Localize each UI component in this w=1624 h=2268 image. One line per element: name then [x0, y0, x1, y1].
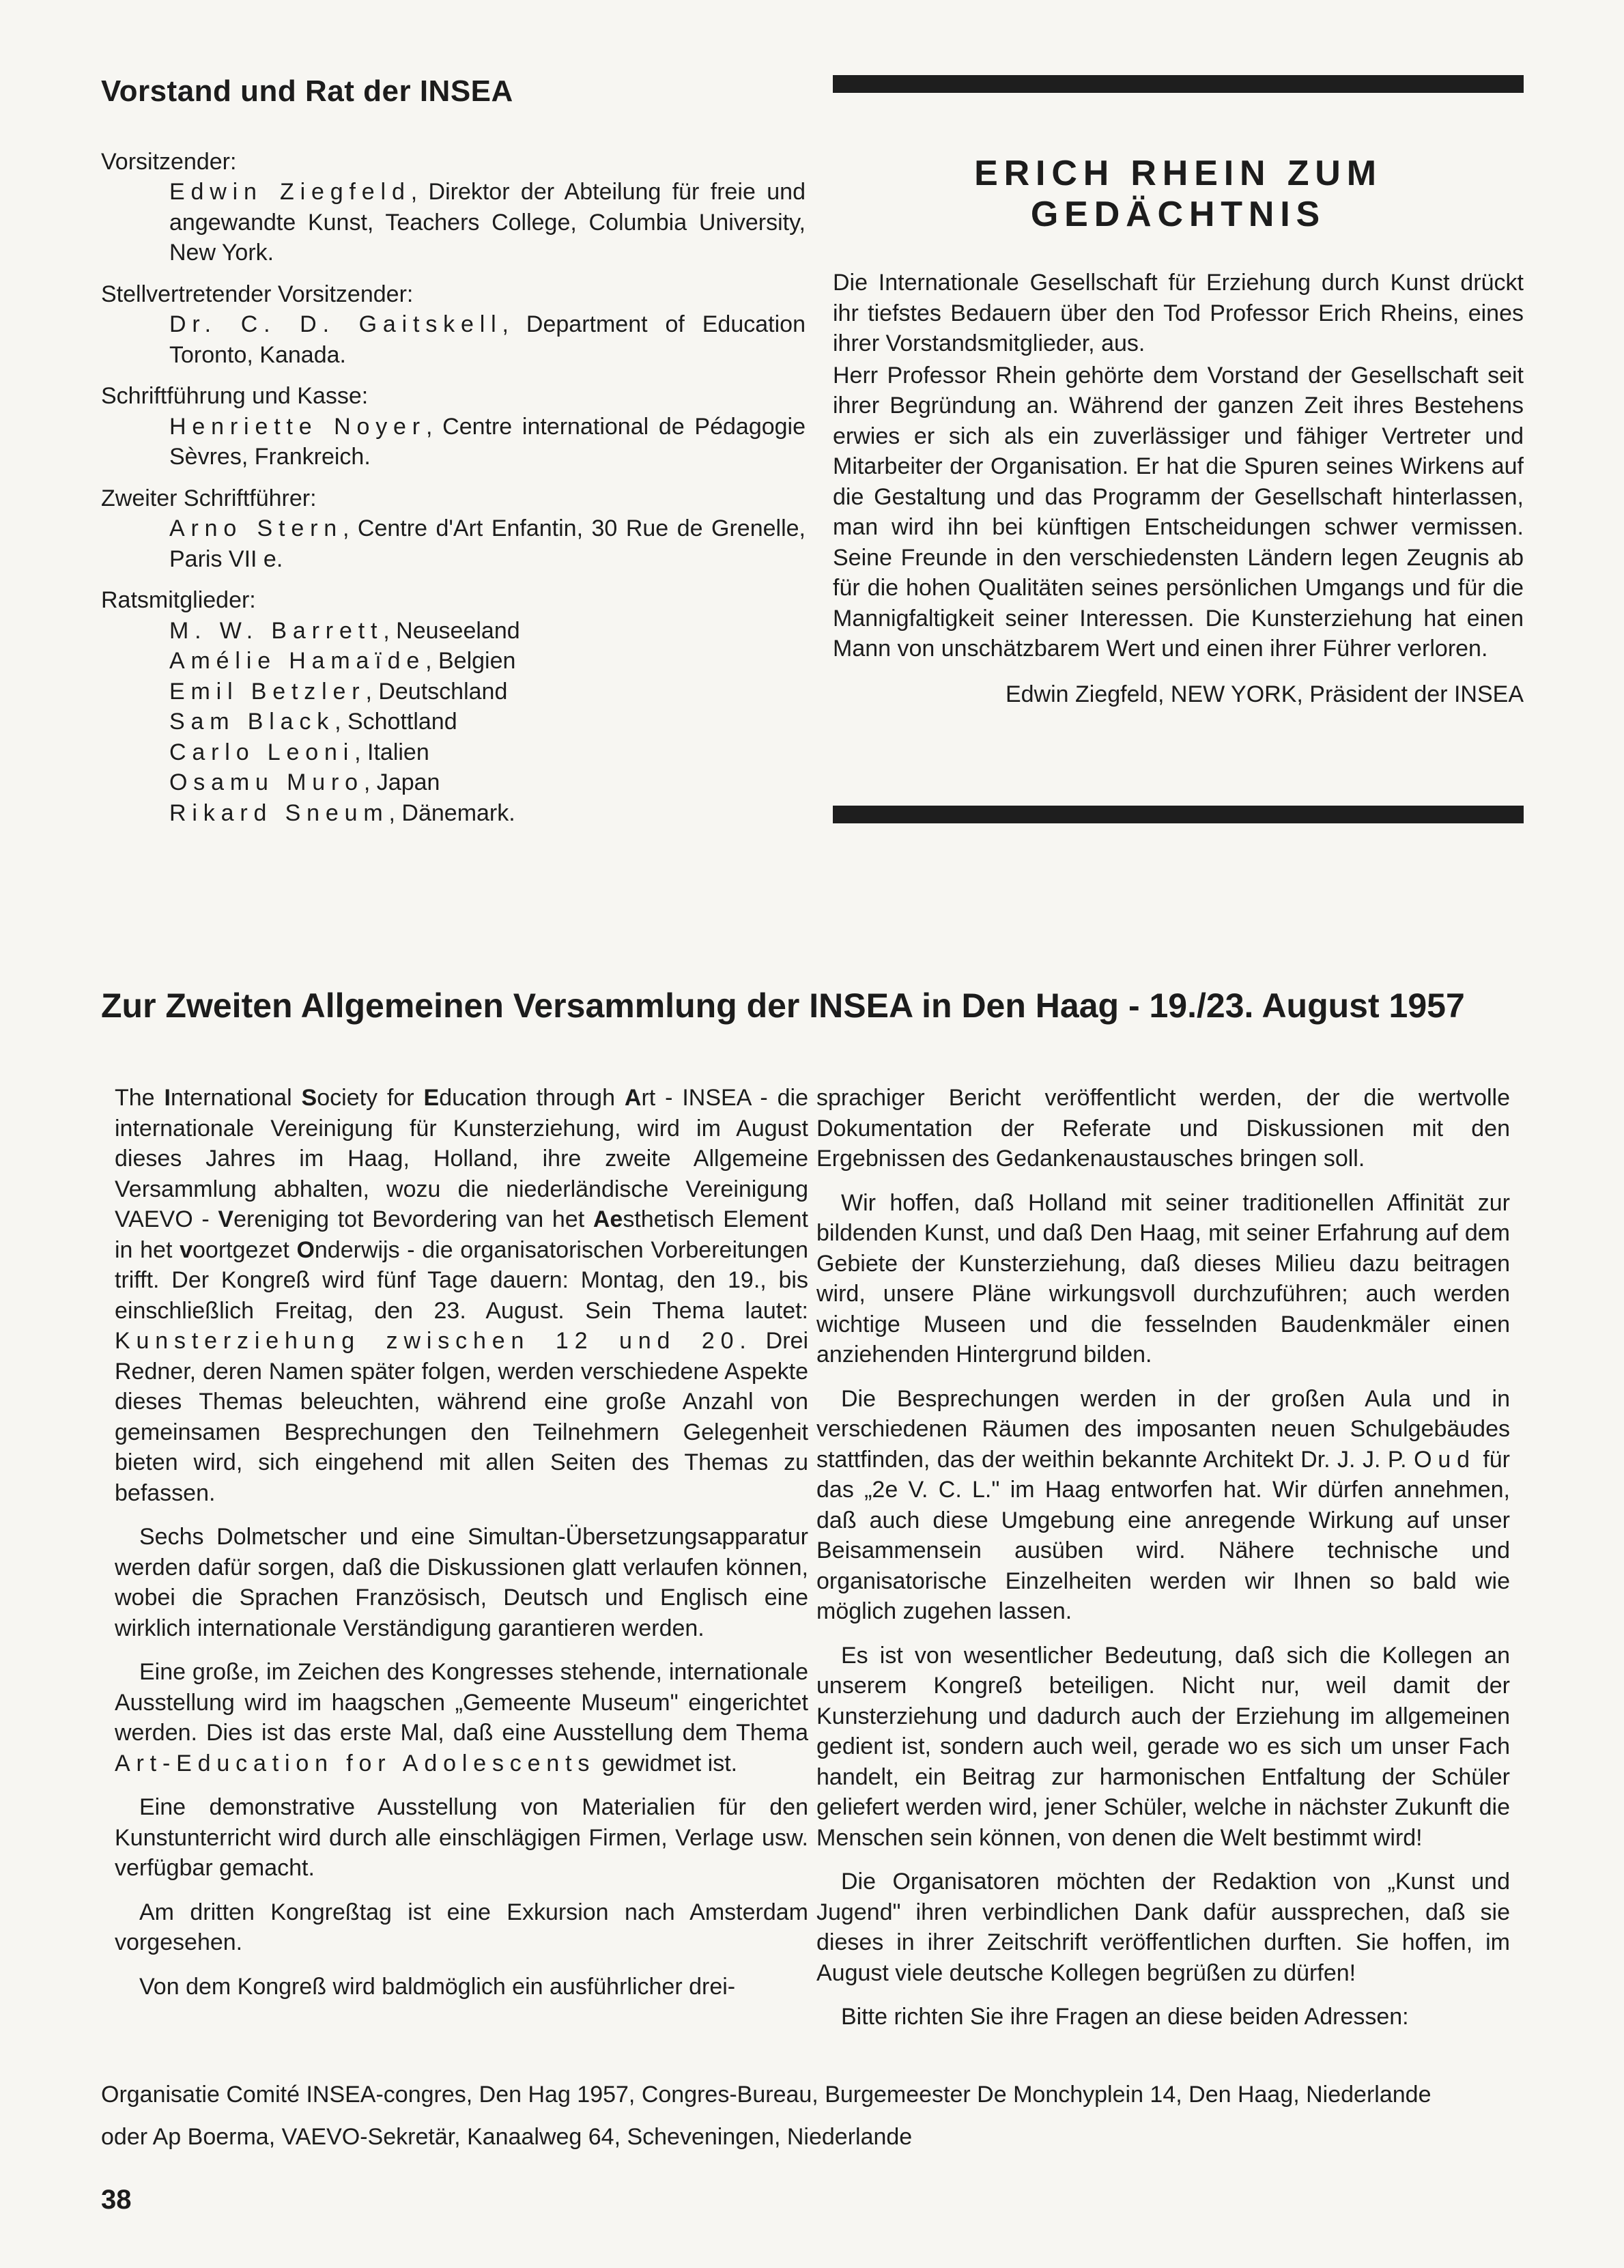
member-name: M. W. Barrett [169, 617, 384, 644]
person-name: Dr. C. D. Gaitskell [169, 311, 502, 337]
article-paragraph: Bitte richten Sie ihre Fragen an diese beiden Adressen: [841, 2004, 1409, 2030]
member-country: , Belgien [425, 648, 516, 674]
top-rule [833, 75, 1524, 93]
board-title: Vorstand und Rat der INSEA [101, 74, 513, 108]
text-run: v [180, 1236, 193, 1263]
list-item [169, 646, 806, 677]
role-label: Zweiter Schriftführer: [101, 485, 317, 511]
text-run: oortgezet [193, 1236, 297, 1263]
memorial-title: ERICH RHEIN ZUM GEDÄCHTNIS [974, 154, 1382, 234]
article-paragraph: Es ist von wesentlicher Bedeutung, daß sich die Kollegen an unserem Kongreß beteiligen. Nicht nur, weil damit der Kunsterziehung und dadurch auch der Erziehung im allgemeinen gedient ist, sondern auch weil, gerade wo es sich um unser Fach handelt, ein Beitrag zur harmonischen Entfaltung der Schüler geliefert werden wird, jener Schüler, welche in nächster Zukunft die Menschen sein können, von denen die Welt bestimmt wird! [816, 1642, 1510, 1851]
person-desc: , Department of Education Toronto, Kanada. [169, 311, 806, 368]
person-desc: , Centre d'Art Enfantin, 30 Rue de Grenelle, Paris VII e. [169, 515, 806, 572]
text-run: nternational [170, 1085, 302, 1111]
list-item [169, 677, 806, 707]
article-paragraph: Sechs Dolmetscher und eine Simultan-Übersetzungsapparatur werden dafür sorgen, daß die Diskussionen glatt verlaufen können, wobei die Sprachen Französisch, Deutsch und Englisch eine wirklich internationale Verständigung garantieren werden. [115, 1524, 808, 1641]
role-entry [169, 513, 806, 574]
text-run: V [218, 1206, 234, 1232]
role-entry [169, 177, 806, 268]
member-name: Rikard Sneum [169, 799, 389, 826]
board-section [101, 76, 806, 828]
article-column-right [816, 1083, 1510, 2046]
address-line: oder Ap Boerma, VAEVO-Sekretär, Kanaalweg 64, Scheveningen, Niederlande [101, 2124, 913, 2150]
text-run: sthetisch Element in het [115, 1206, 808, 1263]
role-label: Stellvertretender Vorsitzender: [101, 281, 414, 307]
member-country: , Dänemark. [388, 799, 515, 826]
article-paragraph: Eine demonstrative Ausstellung von Materialien für den Kunstunterricht wird durch alle einschlägigen Firmen, Verlage usw. verfügbar gemacht. [115, 1794, 808, 1881]
address-line: Organisatie Comité INSEA-congres, Den Hag 1957, Congres-Bureau, Burgemeester De Monchyplein 14, Den Haag, Niederlande [101, 2082, 1431, 2108]
member-name: Osamu Muro [169, 769, 364, 795]
article-column-left [115, 1083, 808, 2015]
person-name: Henriette Noyer [169, 413, 426, 440]
text-run: E [423, 1085, 440, 1111]
theme-text: Art-Education for Adolescents [115, 1750, 596, 1776]
person-name: Arno Stern [169, 515, 343, 541]
text-run: Eine große, im Zeichen des Kongresses stehende, internationale Ausstellung wird im haagschen „Gemeente Museum" eingerichtet werden. Dies ist das erste Mal, daß eine Ausstellung dem Thema [115, 1659, 808, 1746]
person-name: Edwin Ziegfeld [169, 179, 411, 205]
memorial-signature: Edwin Ziegfeld, NEW YORK, Präsident der INSEA [1005, 681, 1524, 707]
list-item [169, 798, 806, 829]
role-entry [169, 412, 806, 472]
text-run: ociety for [317, 1085, 424, 1111]
text-run: A [624, 1085, 642, 1111]
list-item [169, 767, 806, 798]
person-desc: , Centre international de Pédagogie Sèvres, Frankreich. [169, 413, 806, 470]
role-entry [169, 309, 806, 370]
list-item [169, 616, 806, 647]
member-country: , Italien [354, 739, 429, 765]
member-country: , Japan [363, 769, 440, 795]
member-name: Emil Betzler [169, 678, 366, 705]
member-name: Sam Black [169, 709, 335, 735]
address-footer [101, 2078, 1524, 2163]
article-title: Zur Zweiten Allgemeinen Versammlung der INSEA in Den Haag - 19./23. August 1957 [101, 987, 1465, 1025]
text-run: nderwijs - die organisatorischen Vorbereitungen trifft. Der Kongreß wird fünf Tage dauern: Montag, den 19., bis einschließlich Freitag, den 23. August. Sein Thema lautet: [115, 1236, 808, 1324]
page-number: 38 [101, 2185, 132, 2215]
article-paragraph: Am dritten Kongreßtag ist eine Exkursion nach Amsterdam vorgesehen. [115, 1899, 808, 1955]
article-paragraph [115, 1657, 808, 1778]
bottom-rule [833, 806, 1524, 823]
article-paragraph: Wir hoffen, daß Holland mit seiner traditionellen Affinität zur bildenden Kunst, und daß Den Haag, mit seiner Erfahrung auf dem Gebiete der Kunsterziehung, daß dieses Milieu dazu beitragen wird, unsere Pläne wirkungsvoll durchzuführen; auch werden wichtige Museen und die fesselnden Baudenkmäler einen anziehenden Hintergrund bilden. [816, 1189, 1510, 1367]
article-paragraph: Von dem Kongreß wird baldmöglich ein ausführlicher drei- [139, 1973, 736, 2000]
member-name: Carlo Leoni [169, 739, 355, 765]
text-run: für das „2e V. C. L." im Haag entworfen hat. Wir dürfen annehmen, daß auch diese Umgebung eine anregende Wirkung auf unser Beisammensein ausüben wird. Nähere technische und organisatorische Einzelheiten werden wir Ihnen so bald wie möglich zugehen lassen. [816, 1446, 1510, 1624]
article-paragraph: sprachiger Bericht veröffentlicht werden, der die wertvolle Dokumentation der Referate und Diskussionen mit den Ergebnissen des Gedankenaustausches bringen soll. [816, 1085, 1510, 1172]
text-run: ducation through [439, 1085, 625, 1111]
text-run: I [164, 1085, 171, 1111]
text-run: gewidmet ist. [595, 1750, 738, 1776]
member-name: Amélie Hamaïde [169, 648, 426, 674]
person-desc: , Direktor der Abteilung für freie und angewandte Kunst, Teachers College, Columbia University, New York. [169, 179, 806, 266]
architect-name: Oud [1414, 1446, 1476, 1473]
role-label: Vorsitzender: [101, 148, 237, 175]
memorial-section [833, 153, 1524, 711]
memorial-paragraph: Die Internationale Gesellschaft für Erziehung durch Kunst drückt ihr tiefstes Bedauern über den Tod Professor Erich Rheins, eines ihrer Vorstandsmitglieder, aus. [833, 270, 1524, 356]
text-run: rt - INSEA - die internationale Vereinigung für Kunsterziehung, wird im August dieses Jahres im Haag, Holland, ihre zweite Allgemeine Versammlung abhalten, wozu die niederländische Vereinigung VAEVO - [115, 1085, 808, 1232]
text-run: Ae [593, 1206, 623, 1232]
list-item [169, 707, 806, 737]
council-label: Ratsmitglieder: [101, 587, 256, 613]
text-run: The [115, 1085, 165, 1111]
text-run: ereniging tot Bevordering van het [233, 1206, 593, 1232]
member-country: , Deutschland [365, 678, 508, 705]
text-run: Die Besprechungen werden in der großen Aula und in verschiedenen Räumen des imposanten neuen Schulgebäudes stattfinden, das der weithin bekannte Architekt Dr. J. J. P. [816, 1385, 1510, 1473]
text-run: . Drei Redner, deren Namen später folgen, werden verschiedene Aspekte dieses Themas beleuchten, während eine große Anzahl von gemeinsamen Besprechungen den Teilnehmern Gelegenheit bieten wird, sich eingehend mit allen Seiten des Themas zu befassen. [115, 1328, 808, 1506]
text-run: O [296, 1236, 315, 1263]
text-run: S [301, 1085, 317, 1111]
role-label: Schriftführung und Kasse: [101, 383, 369, 409]
article-paragraph: Die Organisatoren möchten der Redaktion von „Kunst und Jugend" ihren verbindlichen Dank dafür aussprechen, daß sie dieses in ihrer Zeitschrift veröffentlichen durften. Sie hoffen, im August viele deutsche Kollegen begrüßen zu dürfen! [816, 1869, 1510, 1986]
theme-text: Kunsterziehung zwischen 12 und 20 [115, 1328, 740, 1354]
member-country: , Neuseeland [383, 617, 520, 644]
member-country: , Schottland [334, 709, 457, 735]
council-list [169, 616, 806, 829]
list-item [169, 737, 806, 768]
article-paragraph [115, 1083, 808, 1508]
memorial-paragraph: Herr Professor Rhein gehörte dem Vorstand der Gesellschaft seit ihrer Begründung an. Während der ganzen Zeit ihres Bestehens erwies er sich als ein zuverlässiger und fähiger Vertreter und Mitarbeiter der Organisation. Er hat die Spuren seines Wirkens auf die Gestaltung und das Programm der Gesellschaft hinterlassen, man wird ihn bei künftigen Entscheidungen schwer vermissen. Seine Freunde in den verschiedensten Ländern legen Zeugnis ab für die hohen Qualitäten seines persönlichen Umgangs und für die Mannigfaltigkeit seiner Interessen. Die Kunsterziehung hat einen Mann von unschätzbarem Wert und einen ihrer Führer verloren. [833, 362, 1524, 662]
article-paragraph [816, 1384, 1510, 1627]
